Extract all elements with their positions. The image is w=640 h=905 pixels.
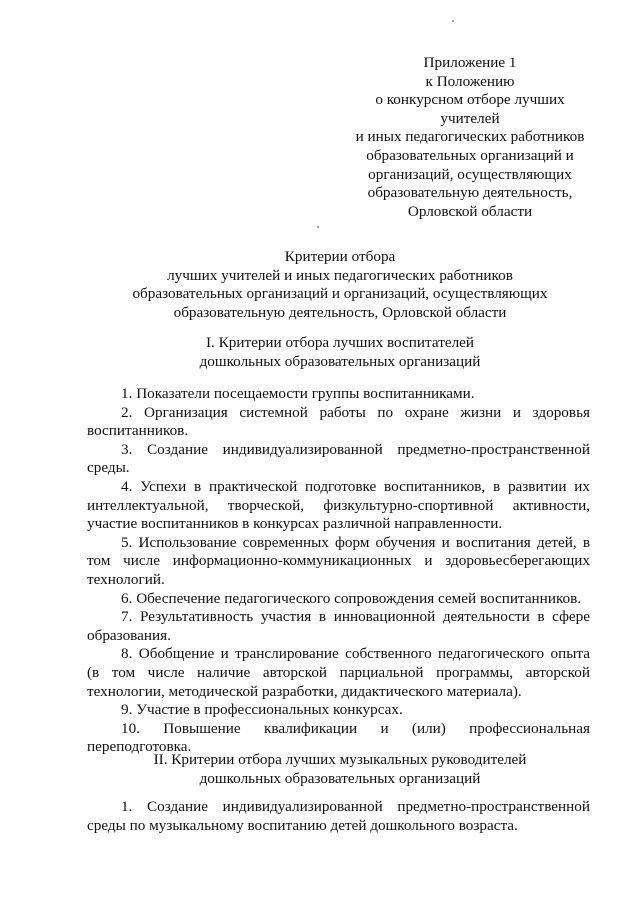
annex-line: образовательную деятельность, <box>367 184 573 202</box>
annex-header <box>340 54 600 221</box>
section-2-items <box>87 798 590 835</box>
annex-line: о конкурсном отборе лучших <box>375 91 565 109</box>
section-1-items <box>87 385 590 757</box>
annex-line: учителей <box>440 109 500 127</box>
title-line: образовательных организаций и организаций, осуществляющих <box>132 285 548 303</box>
criterion-item: 5. Использование современных форм обучения и воспитания детей, в том числе информационно-коммуникационных и здоровьесберегающих технологий. <box>87 533 590 588</box>
scan-speck <box>452 20 454 22</box>
annex-line: к Положению <box>425 72 515 90</box>
title-line: образовательную деятельность, Орловской области <box>173 303 507 321</box>
criterion-item: 10. Повышение квалификации и (или) профессиональная переподготовка. <box>87 719 590 756</box>
criterion-item: 4. Успехи в практической подготовке воспитанников, в развитии их интеллектуальной, творческой, физкультурно-спортивной активности, участие воспитанников в конкурсах различной направленности. <box>87 477 590 533</box>
scan-speck <box>317 226 319 228</box>
criterion-item: 3. Создание индивидуализированной предметно-пространственной среды. <box>87 440 590 477</box>
criterion-item: 9. Участие в профессиональных конкурсах. <box>121 701 403 719</box>
title-line: лучших учителей и иных педагогических работников <box>167 266 513 284</box>
section-title-line: II. Критерии отбора лучших музыкальных руководителей <box>153 751 527 768</box>
annex-line: образовательных организаций и <box>366 146 574 164</box>
criterion-item: 7. Результативность участия в инновационной деятельности в сфере образования. <box>87 608 590 644</box>
criterion-item: 1. Показатели посещаемости группы воспитанниками. <box>121 385 475 402</box>
annex-line: и иных педагогических работников <box>355 128 585 146</box>
section-1-title <box>60 334 620 371</box>
section-title-line: дошкольных образовательных организаций <box>199 352 481 370</box>
document-title <box>60 248 620 322</box>
criterion-item: 1. Создание индивидуализированной предметно-пространственной среды по музыкальному воспитанию детей дошкольного возраста. <box>87 798 590 834</box>
criterion-item: 6. Обеспечение педагогического сопровождения семей воспитанников. <box>121 589 582 607</box>
annex-line: Приложение 1 <box>423 54 517 71</box>
annex-line: организаций, осуществляющих <box>368 165 572 183</box>
criterion-item: 2. Организация системной работы по охране жизни и здоровья воспитанников. <box>87 403 590 440</box>
section-title-line: I. Критерии отбора лучших воспитателей <box>205 334 475 351</box>
title-line: Критерии отбора <box>284 248 396 265</box>
section-2-title <box>60 751 620 788</box>
section-title-line: дошкольных образовательных организаций <box>199 769 481 787</box>
annex-line: Орловской области <box>407 202 533 220</box>
criterion-item: 8. Обобщение и транслирование собственного педагогического опыта (в том числе наличие авторской парциальной программы, авторской технологии, методической разработки, дидактического материала). <box>87 645 590 700</box>
